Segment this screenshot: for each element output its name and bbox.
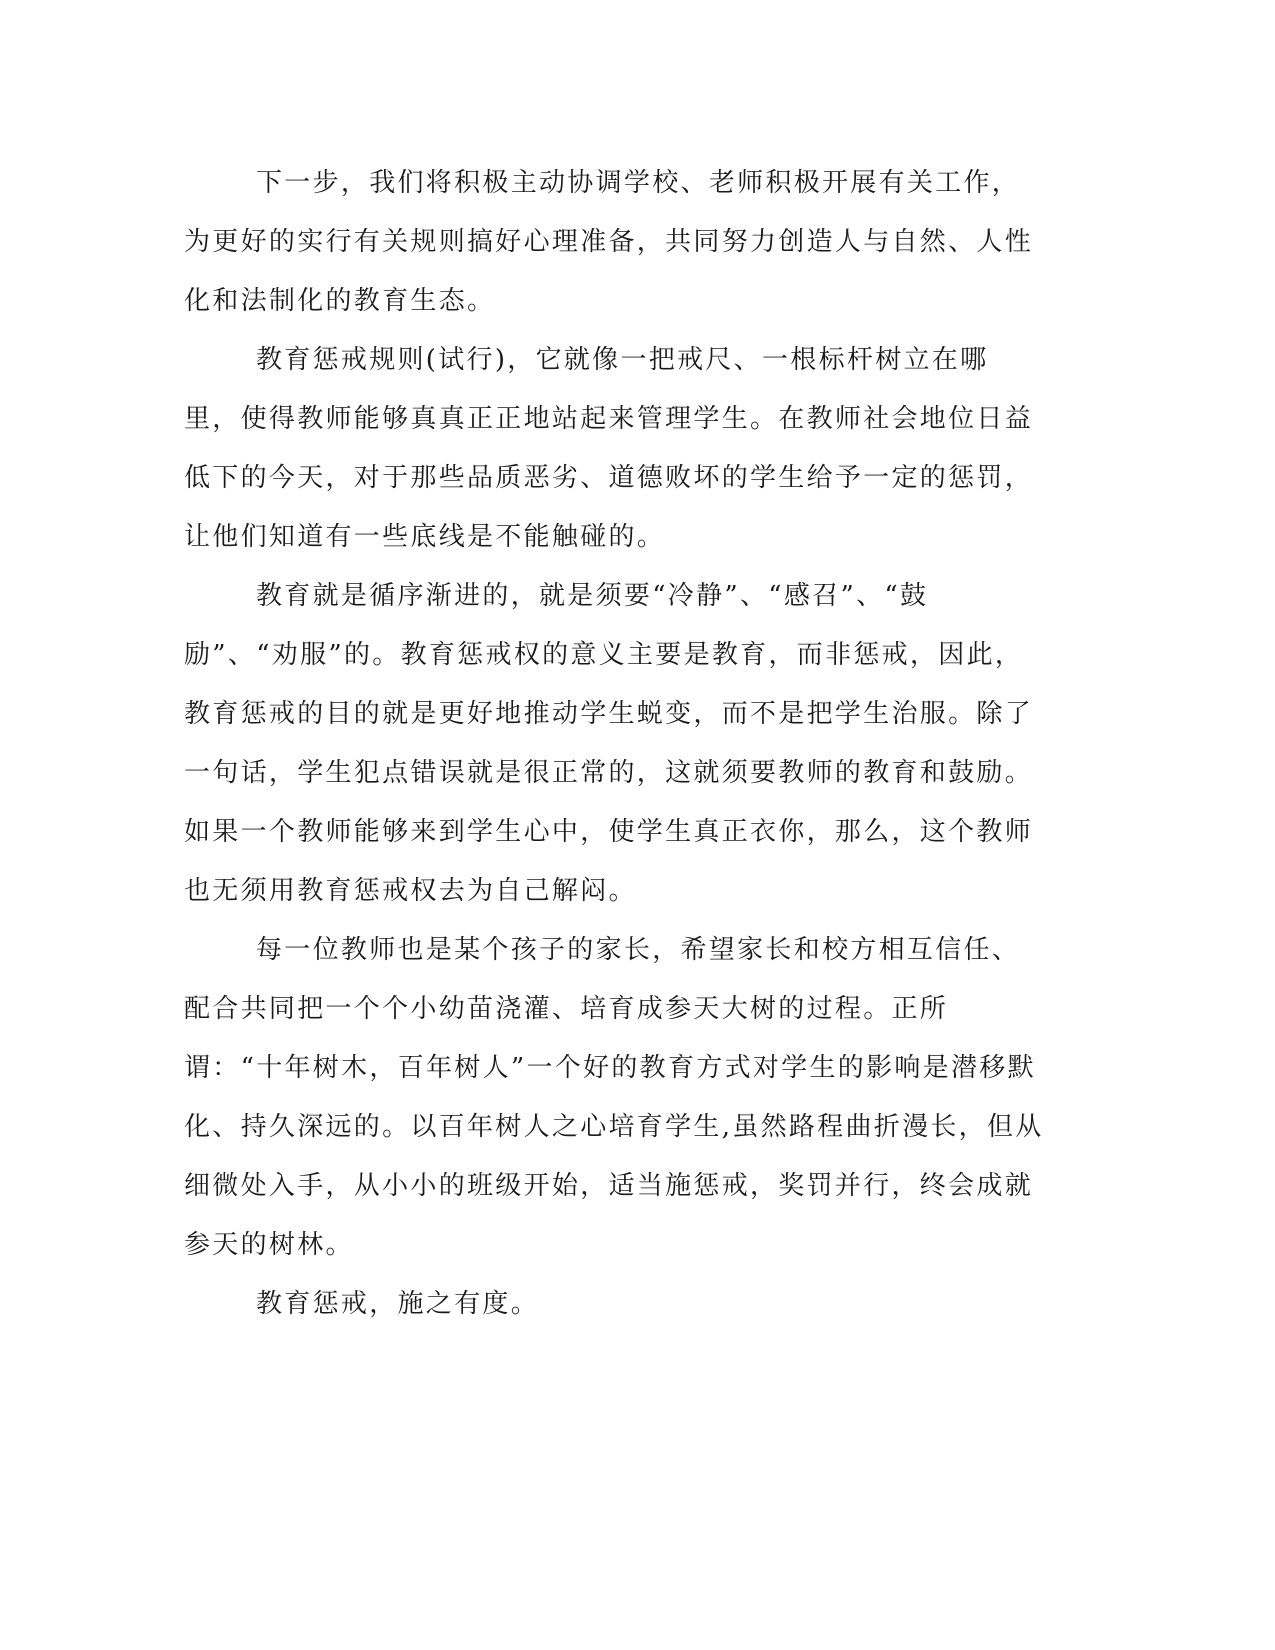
document-body <box>184 154 1044 1334</box>
paragraph-next-steps: 下一步，我们将积极主动协调学校、老师积极开展有关工作，为更好的实行有关规则搞好心理准备，共同努力创造人与自然、人性化和法制化的教育生态。 <box>184 168 1034 316</box>
paragraph-teacher-as-parent: 每一位教师也是某个孩子的家长，希望家长和校方相互信任、配合共同把一个个小幼苗浇灌、培育成参天大树的过程。正所谓：“十年树木，百年树人”一个好的教育方式对学生的影响是潜移默化、持久深远的。以百年树人之心培育学生,虽然路程曲折漫长，但从细微处入手，从小小的班级开始，适当施惩戒，奖罚并行，终会成就参天的树林。 <box>184 935 1044 1260</box>
paragraph-conclusion: 教育惩戒，施之有度。 <box>256 1289 540 1319</box>
paragraph-discipline-rules: 教育惩戒规则(试行)，它就像一把戒尺、一根标杆树立在哪里，使得教师能够真真正正地站起来管理学生。在教师社会地位日益低下的今天，对于那些品质恶劣、道德败坏的学生给予一定的惩罚，让他们知道有一些底线是不能触碰的。 <box>184 345 1034 552</box>
paragraph-gradual-education: 教育就是循序渐进的，就是须要“冷静”、“感召”、“鼓励”、“劝服”的。教育惩戒权的意义主要是教育，而非惩戒，因此，教育惩戒的目的就是更好地推动学生蜕变，而不是把学生治服。除了一句话，学生犯点错误就是很正常的，这就须要教师的教育和鼓励。如果一个教师能够来到学生心中，使学生真正衣你，那么，这个教师也无须用教育惩戒权去为自己解闷。 <box>184 581 1034 906</box>
